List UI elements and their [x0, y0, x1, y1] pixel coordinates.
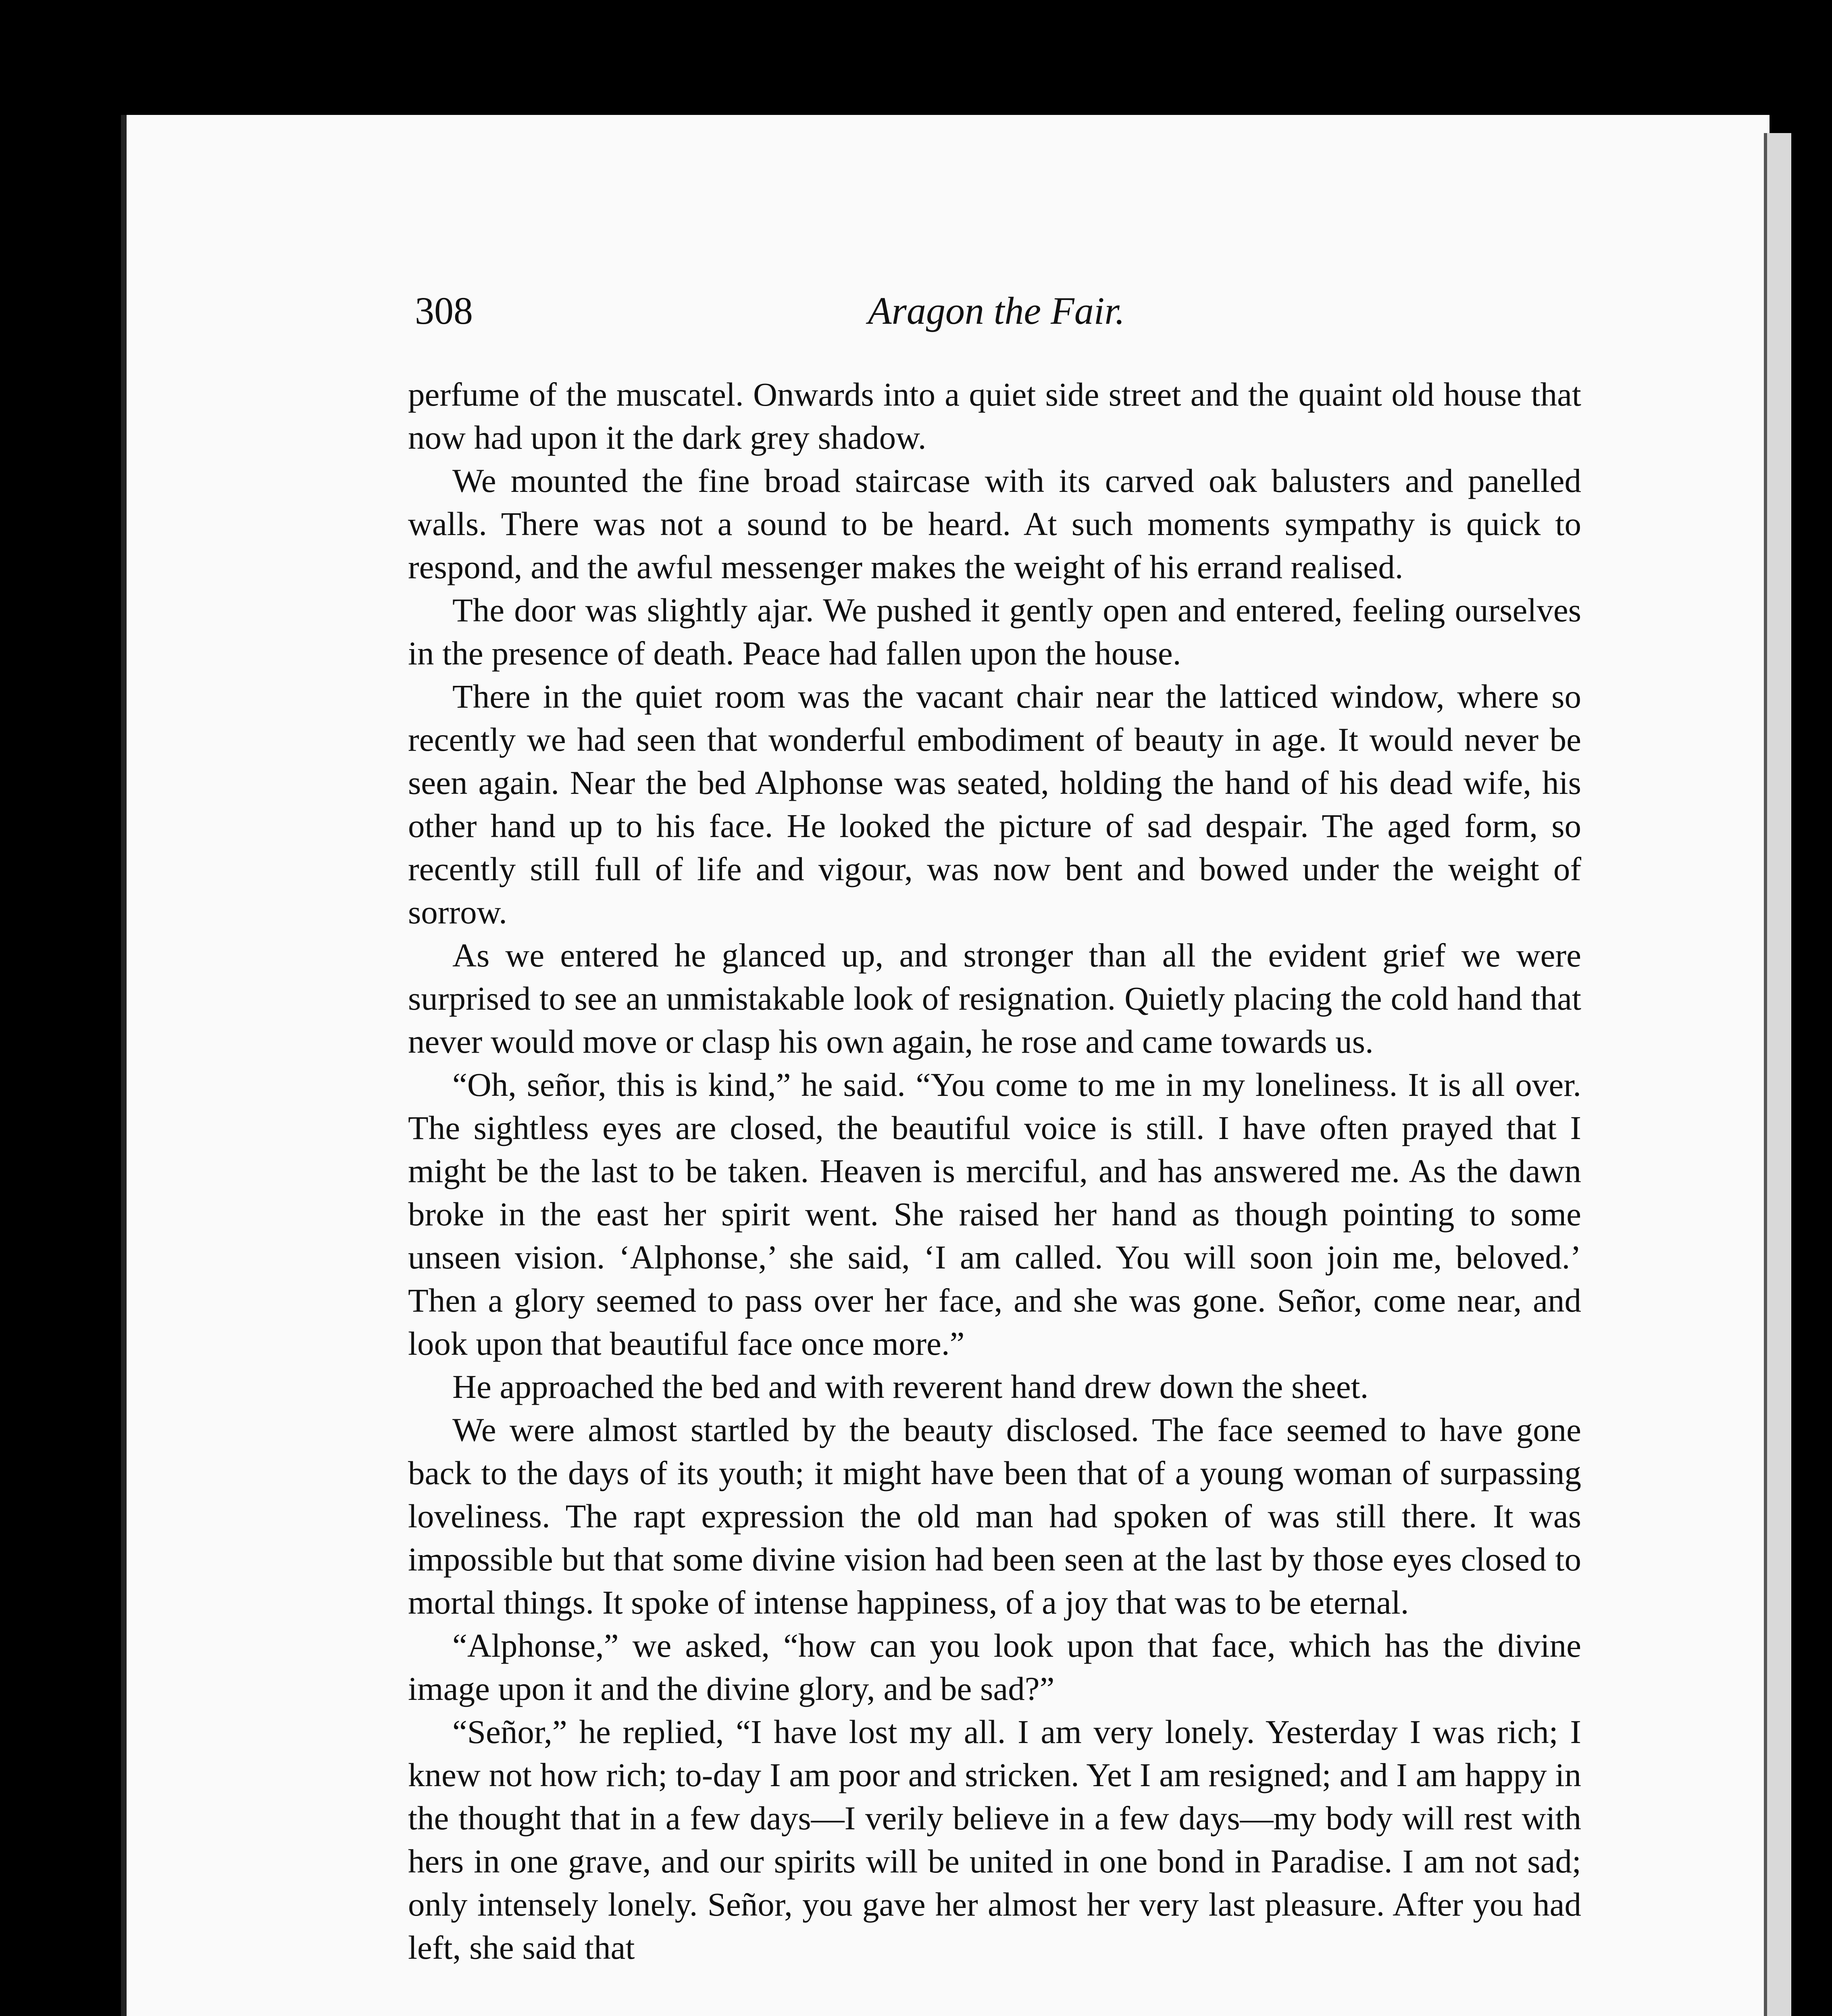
paragraph: We were almost startled by the beauty disclosed. The face seemed to have gone back to the days of its youth; it might have been that of a young woman of surpassing loveliness. The rapt expression the old man had spoken of was still there. It was impossible but that some divine vision had been seen at the last by those eyes closed to mortal things. It spoke of intense happiness, of a joy that was to be eternal. [408, 1411, 1581, 1621]
paragraph: “Alphonse,” we asked, “how can you look upon that face, which has the divine image upon it and the divine glory, and be sad?” [408, 1627, 1581, 1707]
page-edge [1764, 133, 1791, 2016]
paragraph: perfume of the muscatel. Onwards into a quiet side street and the quaint old house that now had upon it the dark grey shadow. [408, 376, 1581, 456]
paragraph: “Oh, señor, this is kind,” he said. “You come to me in my loneliness. It is all over. The sightless eyes are closed, the beautiful voice is still. I have often prayed that I might be the last to be taken. Heaven is merciful, and has answered me. As the dawn broke in the east her spirit went. She raised her hand as though pointing to some unseen vision. ‘Alphonse,’ she said, ‘I am called. You will soon join me, beloved.’ Then a glory seemed to pass over her face, and she was gone. Señor, come near, and look upon that beautiful face once more.” [408, 1066, 1581, 1362]
body-text [408, 373, 1581, 1969]
paragraph: We mounted the fine broad staircase with its carved oak balusters and panelled walls. There was not a sound to be heard. At such moments sympathy is quick to respond, and the awful messenger makes the weight of his errand realised. [408, 462, 1581, 585]
paragraph: “Señor,” he replied, “I have lost my all. I am very lonely. Yesterday I was rich; I knew not how rich; to-day I am poor and stricken. Yet I am resigned; and I am happy in the thought that in a few days—I verily believe in a few days—my body will rest with hers in one grave, and our spirits will be united in one bond in Paradise. I am not sad; only intensely lonely. Señor, you gave her almost her very last pleasure. After you had left, she said that [408, 1713, 1581, 1966]
page-number: 308 [415, 289, 473, 332]
running-title: Aragon the Fair. [868, 289, 1125, 332]
paragraph: As we entered he glanced up, and stronger than all the evident grief we were surprised to see an unmistakable look of resignation. Quietly placing the cold hand that never would move or clasp his own again, he rose and came towards us. [408, 937, 1581, 1060]
page-header [415, 288, 1578, 337]
paragraph: There in the quiet room was the vacant chair near the latticed window, where so recently we had seen that wonderful embodiment of beauty in age. It would never be seen again. Near the bed Alphonse was seated, holding the hand of his dead wife, his other hand up to his face. He looked the picture of sad despair. The aged form, so recently still full of life and vigour, was now bent and bowed under the weight of sorrow. [408, 678, 1581, 931]
paragraph: The door was slightly ajar. We pushed it gently open and entered, feeling ourselves in the presence of death. Peace had fallen upon the house. [408, 591, 1581, 672]
paragraph: He approached the bed and with reverent hand drew down the sheet. [452, 1368, 1369, 1405]
